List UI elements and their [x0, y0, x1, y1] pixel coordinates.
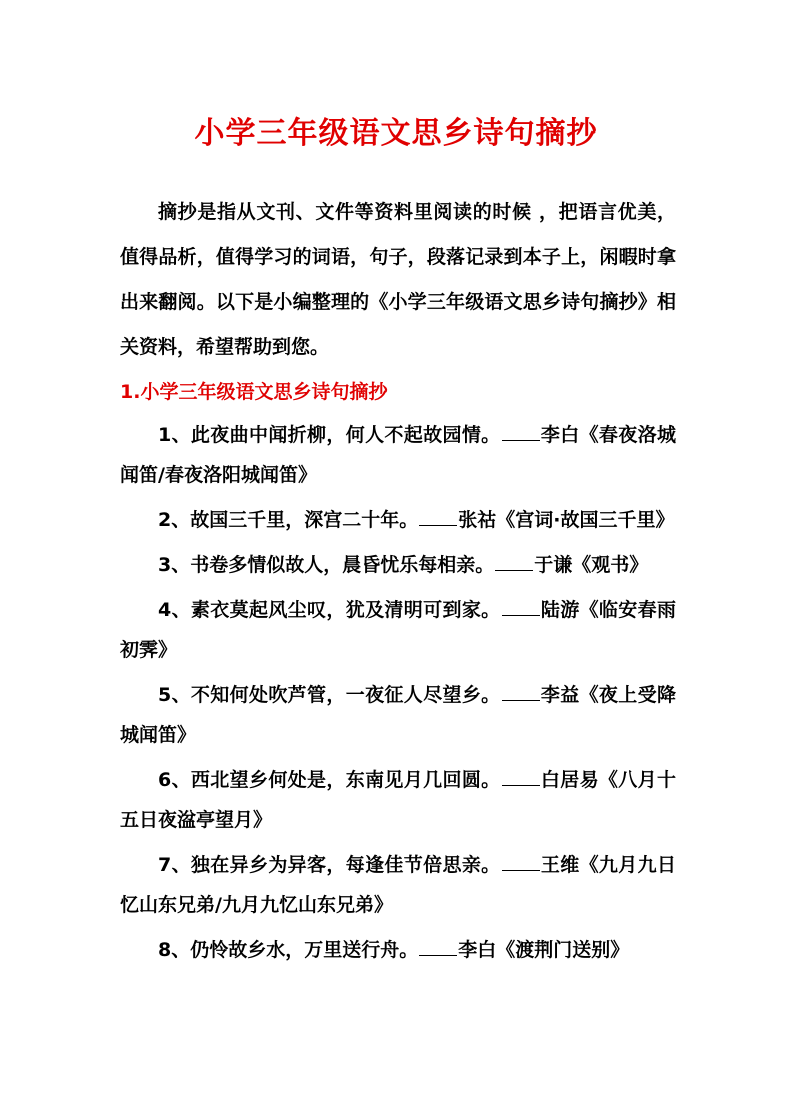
- blank-underline: [419, 507, 457, 526]
- blank-underline: [502, 767, 540, 786]
- poem-line: [120, 930, 676, 970]
- blank-underline: [419, 937, 457, 956]
- blank-underline: [502, 422, 540, 441]
- blank-underline: [495, 552, 533, 571]
- document-body: [120, 190, 676, 975]
- poem-text: 2、故国三千里，深宫二十年。: [158, 509, 419, 531]
- poem-text: 3、书卷多情似故人，晨昏忧乐每相亲。: [158, 554, 495, 576]
- poem-line: [120, 545, 676, 585]
- intro-paragraph: 摘抄是指从文刊、文件等资料里阅读的时候 ，把语言优美，值得品析，值得学习的词语，句子，段落记录到本子上，闲暇时拿出来翻阅。以下是小编整理的《小学三年级语文思乡诗句摘抄》相关资料，希望帮助到您。: [120, 201, 676, 358]
- poem-source: 于谦《观书》: [534, 554, 649, 576]
- poem-text: 1、此夜曲中闻折柳，何人不起故园情。: [158, 424, 501, 446]
- poem-source: 李白《春夜洛城闻笛/春夜洛阳城闻笛》: [120, 424, 676, 486]
- blank-underline: [502, 682, 540, 701]
- poem-source: 王维《九月九日忆山东兄弟/九月九忆山东兄弟》: [120, 854, 676, 916]
- poem-line: [120, 675, 676, 755]
- poem-line: [120, 590, 676, 670]
- poem-source: 白居易《八月十五日夜湓亭望月》: [120, 769, 676, 831]
- poem-line: [120, 845, 676, 925]
- poem-source: 李益《夜上受降城闻笛》: [120, 684, 676, 746]
- poem-line: [120, 415, 676, 495]
- poem-line: [120, 760, 676, 840]
- section-heading: 1.小学三年级语文思乡诗句摘抄: [120, 381, 388, 403]
- poem-text: 7、独在异乡为异客，每逢佳节倍思亲。: [158, 854, 501, 876]
- blank-underline: [502, 597, 540, 616]
- poem-line: [120, 500, 676, 540]
- poem-text: 6、西北望乡何处是，东南见月几回圆。: [158, 769, 501, 791]
- poem-source: 张祜《宫词·故国三千里》: [458, 509, 675, 531]
- poem-source: 陆游《临安春雨初霁》: [120, 599, 676, 661]
- poem-text: 5、不知何处吹芦管，一夜征人尽望乡。: [158, 684, 501, 706]
- blank-underline: [502, 852, 540, 871]
- poem-text: 8、仍怜故乡水，万里送行舟。: [158, 939, 419, 961]
- poem-text: 4、素衣莫起风尘叹，犹及清明可到家。: [158, 599, 501, 621]
- page-title: 小学三年级语文思乡诗句摘抄: [194, 116, 598, 151]
- poem-source: 李白《渡荆门送别》: [458, 939, 630, 961]
